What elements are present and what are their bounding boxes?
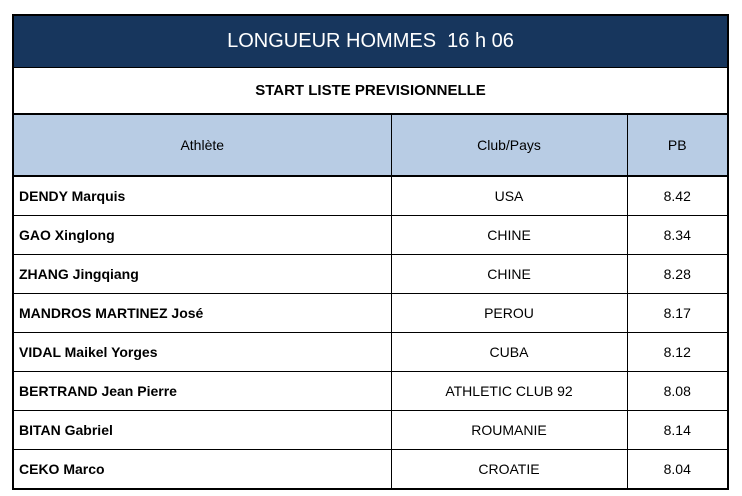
athlete-pb: 8.08 xyxy=(627,372,727,411)
athlete-pb: 8.42 xyxy=(627,176,727,216)
athlete-club: PEROU xyxy=(391,294,627,333)
athlete-club: CUBA xyxy=(391,333,627,372)
athlete-pb: 8.34 xyxy=(627,216,727,255)
athlete-name: CEKO Marco xyxy=(14,450,391,489)
athlete-club: CROATIE xyxy=(391,450,627,489)
athlete-pb: 8.17 xyxy=(627,294,727,333)
table-row xyxy=(14,216,727,255)
athlete-pb: 8.04 xyxy=(663,461,691,477)
club-column-header: Club/Pays xyxy=(391,115,627,176)
list-subtitle: START LISTE PREVISIONNELLE xyxy=(14,68,727,115)
table-header-row xyxy=(14,115,727,176)
athlete-name: MANDROS MARTINEZ José xyxy=(14,294,391,333)
athlete-name: BITAN Gabriel xyxy=(14,411,391,450)
start-list-sheet xyxy=(12,14,729,490)
table-row xyxy=(14,450,727,489)
athlete-club: USA xyxy=(391,176,627,216)
athlete-club: CHINE xyxy=(391,255,627,294)
athlete-name: BERTRAND Jean Pierre xyxy=(14,372,391,411)
athlete-pb: 8.28 xyxy=(627,255,727,294)
table-row xyxy=(14,176,727,216)
athlete-pb: 8.12 xyxy=(627,333,727,372)
athlete-pb: 8.14 xyxy=(627,411,727,450)
athlete-club: CHINE xyxy=(391,216,627,255)
athlete-name: GAO Xinglong xyxy=(14,216,391,255)
athlete-club: ATHLETIC CLUB 92 xyxy=(391,372,627,411)
event-title: LONGUEUR HOMMES 16 h 06 xyxy=(14,16,727,68)
athlete-name: DENDY Marquis xyxy=(14,176,391,216)
table-row xyxy=(14,411,727,450)
table-row xyxy=(14,294,727,333)
athlete-club: ROUMANIE xyxy=(391,411,627,450)
start-list-table xyxy=(14,115,727,488)
athlete-column-header: Athlète xyxy=(14,115,391,176)
athlete-name: ZHANG Jingqiang xyxy=(14,255,391,294)
table-row xyxy=(14,333,727,372)
athlete-name: VIDAL Maikel Yorges xyxy=(14,333,391,372)
table-row xyxy=(14,372,727,411)
pb-column-header: PB xyxy=(627,115,727,176)
table-row xyxy=(14,255,727,294)
